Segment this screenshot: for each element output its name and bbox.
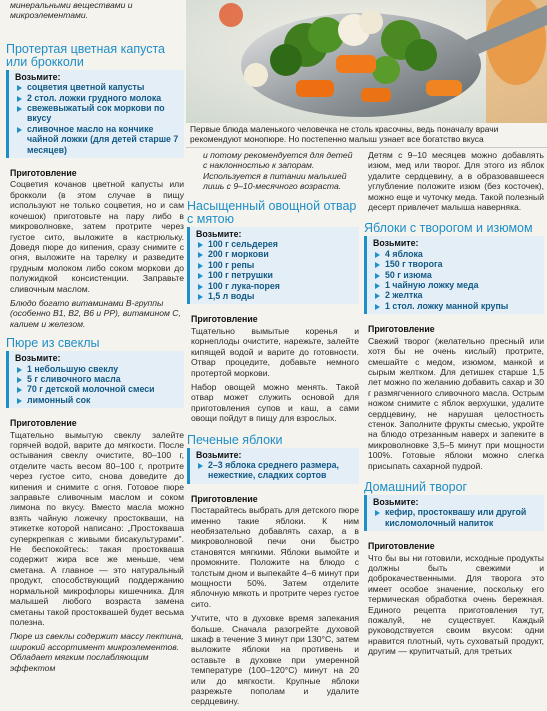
ingredient-item: 70 г детской молочной смеси [15,384,180,394]
ingredient-item: 1,5 л воды [196,291,355,301]
ingredient-item: сливочное масло на кончике чайной ложки (для детей старше 7 месяцев) [15,124,180,155]
ingredient-item: 1 небольшую свеклу [15,364,180,374]
preparation-heading: Приготовление [368,324,435,335]
ingredient-item: лимонный сок [15,395,180,405]
preparation-text: Тщательно вымытые коренья и корнеплоды очистите, нарежьте, залейте кипящей водой и варите до готовности. Отвар процедите, добавьте немного протертой моркови. [191,325,359,378]
ingredient-item: 100 г лука-порея [196,281,355,291]
preparation-text: Постарайтесь выбрать для детского пюре именно такие яблоки. К ним необязательно добавлять сахар, а в микроволновой печи они быстро становятся мягкими. Яблоки вымойте и промокните. Положите на блюдо с толстым дном и выпекайте 4–6 минут при мощности 50%. Затем отделите яблочную мякоть и протрите через густое сито. [191,505,359,609]
divider [186,147,547,148]
ingredients-heading: Возьмите: [15,71,61,82]
preparation-text: Учтите, что в духовке время запекания больше. Сначала разогрейте духовой шкаф в течение 3 минут при 130°С, затем выложите яблоки на противень и оставьте в духовке при умеренной температуре (100–120°С) минут на 20 или до мягкости. Крупные яблоки разрежьте пополам и удалите сердцевину. [191,613,360,707]
ingredients-box [364,236,544,314]
ingredients-heading: Возьмите: [196,228,242,239]
column-2 [187,150,359,711]
vegetables-photo [186,0,547,123]
ingredients-heading: Возьмите: [196,449,242,460]
recipe-title: Пюре из свеклы [6,336,100,351]
preparation-heading: Приготовление [10,418,77,429]
recipe-title: Яблоки с творогом и изюмом [364,221,533,236]
ingredients-box [6,351,184,408]
ingredient-item: 2 стол. ложки грудного молока [15,93,180,103]
preparation-text: Соцветия кочанов цветной капусты или брокколи (в этом случае в пищу используют не только соцветия, но и сам кочешок) приготовьте на пару либо в микроволновке, затем протрите через густое сито, выложите в кастрюльку. Доведя пюре до кипения, сразу снимите с огня, выложите на тарелку и разведите грудным молоком либо соком моркови до полужидкой консистенции. Заправьте сливочным маслом. [10,179,184,294]
ingredient-item: кефир, простоквашу или другой кисломолочный напиток [373,507,540,528]
intro-text: Детям с 9–10 месяцев можно добавлять изюм, мед или творог. Для этого из яблок удалите сердцевину, а в образовавшееся углубление положите изюм (без косточек), можно еще и чуточку меда. Такой полезный десерт привлечет малыша наверняка. [368,150,544,213]
preparation-heading: Приготовление [191,314,258,325]
preparation-text: Что бы вы ни готовили, исходные продукты должны быть свежими и доброкачественными. Для творога это имеет особое значение, поскольку его термическая обработка очень бережная. Единого рецепта приготовления тут, пожалуй, не существует. Каждый руководствуется своим вкусом: одни нравится плотный, чуть суховатый продукт, другим — крупитчатый, для третьих [368,552,544,657]
ingredient-item: 100 г петрушки [196,270,355,280]
ingredients-heading: Возьмите: [15,353,61,364]
note-text: Блюдо богато витаминами В-группы (особенно В1, В2, В6 и РР), витамином С, калием и железом. [10,297,181,329]
ingredient-item: 100 г репы [196,260,355,270]
ingredient-item: 2–3 яблока среднего размера, нежесткие, сладких сортов [196,460,355,481]
intro-text: и потому рекомендуется для детей с наклонностью к запорам. Используется в питании малышей лишь с 9–10-месячного возраста. [203,150,353,192]
ingredient-item: 200 г моркови [196,249,355,259]
ingredient-item: 5 г сливочного масла [15,374,180,384]
note-text: Пюре из свеклы содержит массу пектина, широкий ассортимент микроэлементов. Обладает мягким послабляющим эффектом [10,631,184,673]
recipe-title: Печеные яблоки [187,432,283,447]
ingredient-item: 1 стол. ложку манной крупы [373,301,540,311]
recipe-title: Домашний творог [364,479,468,494]
ingredient-item: 100 г сельдерея [196,239,355,249]
preparation-text: Набор овощей можно менять. Такой отвар может служить основой для приготовления супов и каш, а сами овощи пойдут в пищу для взрослых. [191,381,359,424]
ingredient-item: 50 г изюма [373,270,540,280]
ingredients-heading: Возьмите: [373,238,419,249]
ingredients-box [364,495,544,531]
ingredient-item: соцветия цветной капусты [15,82,180,92]
photo-caption: Первые блюда маленького человечка не столь красочны, ведь поначалу врачи рекомендуют монопюре. Но постепенно малыш узнает все богатство вкуса [190,124,499,144]
ingredient-item: 2 желтка [373,290,540,300]
preparation-heading: Приготовление [10,168,77,179]
preparation-text: Свежий творог (желательно пресный или хотя бы не очень кислый) протрите, смешайте с медом, изюмом, манкой и сырым желтком. Для детишек старше 1,5 лет можно по желанию добавить сахар и 30 г размягченного сливочного масла. Острым ножом снимите с яблок верхушки, удалите сердцевину, не нарушая целостность стенок. Заполните фрукты смесью, укройте на блюдо отрезанным наверх и запеките в микроволновке 3,5–5 минут при мощности 100%. Готовые яблоки можно слегка присыпать сахарной пудрой. [368,335,544,471]
ingredients-box [187,448,359,484]
ingredient-item: 4 яблока [373,249,540,259]
ingredients-heading: Возьмите: [373,496,419,507]
preparation-heading: Приготовление [191,493,258,504]
preparation-heading: Приготовление [368,541,435,552]
recipe-title: Протертая цветная капуста или брокколи [6,41,165,69]
preparation-text: Тщательно вымытую свеклу залейте горячей водой, варите до мягкости. После остывания свеклу очистите, 80–100 г, отделите часть весом 80–100 г, протрите через густое сито, снова доведите до кипения и снимите с огня. Готовое пюре заправьте сливочным маслом и соком лимона по вкусу. Вместо масла можно взять чайную ложечку простокваши, на этикетке которой написано: „Простокваша суперкрепкая с живыми бисакультурами". Не беспокойтесь: такая простокваша содержит жира все же меньше, чем сметана. А главное — это натуральный продукт, способствующий поддержанию нормальной микрофлоры кишечника. Для малышей любого возраста замена сметаны такой простоквашей будет весьма полезна. [10,429,184,627]
intro-text: минеральными веществами и микроэлементами. [10,0,133,21]
ingredient-item: свежевыжатый сок моркови по вкусу [15,103,180,124]
ingredients-box [187,227,359,305]
recipe-title: Насыщенный овощной отвар с мятою [187,198,357,226]
column-3 [364,150,544,661]
column-1 [6,0,184,681]
ingredients-box [6,70,184,158]
ingredient-item: 1 чайную ложку меда [373,280,540,290]
ingredient-item: 150 г творога [373,259,540,269]
